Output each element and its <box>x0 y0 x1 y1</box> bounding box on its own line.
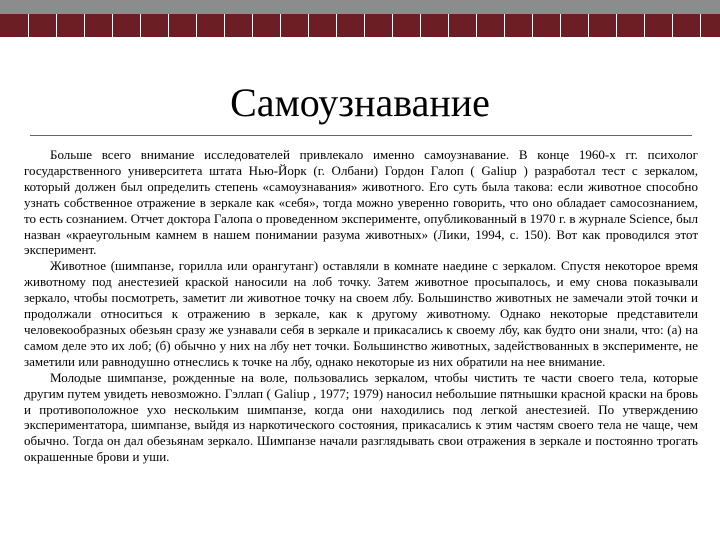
header-tick <box>588 14 589 37</box>
header-tick <box>280 14 281 37</box>
header-tick <box>112 14 113 37</box>
header-tick <box>616 14 617 37</box>
header-tick <box>336 14 337 37</box>
header-tick <box>140 14 141 37</box>
header-tick <box>448 14 449 37</box>
paragraph-1: Больше всего внимание исследователей привлекало именно самоузнавание. В конце 1960-х гг. психолог государственного университета штата Нью-Йорк (г. Олбани) Гордон Галоп ( Galiup ) разработал тест с зеркалом, который должен был определить степень «самоузнавания» животного. Его суть была такова: если животное способно узнать собственное отражение в зеркале как «себя», тогда можно уверенно говорить, что оно обладает самосознанием, то есть сознанием. Отчет доктора Галопа о проведенном эксперименте, опубликованный в 1970 г. в журнале Science, был назван «краеугольным камнем в нашем понимании разума животных» (Лики, 1994, с. 150). Вот как проводился этот эксперимент. <box>24 147 698 258</box>
header-tick <box>644 14 645 37</box>
header-tick <box>196 14 197 37</box>
header-tick <box>308 14 309 37</box>
header-tick <box>168 14 169 37</box>
header-tick <box>252 14 253 37</box>
header-tick <box>560 14 561 37</box>
slide-title: Самоузнавание <box>230 80 490 125</box>
header-tick <box>476 14 477 37</box>
header-tick-marks <box>0 14 720 37</box>
header-tick <box>56 14 57 37</box>
header-tick <box>672 14 673 37</box>
header-tick <box>392 14 393 37</box>
paragraph-3: Молодые шимпанзе, рожденные на воле, пользовались зеркалом, чтобы чистить те части своего тела, которые другим путем увидеть невозможно. Гэллап ( Galiup , 1977; 1979) наносил небольшие пятнышки красной краски на бровь и противоположное ухо нескольким шимпанзе, когда они находились под легкой анестезией. По утверждению экспериментатора, шимпанзе, выйдя из наркотического состояния, прикасались к этим частям своего тела не чаще, чем обычно. Тогда он дал обезьянам зеркало. Шимпанзе начали разглядывать свои отражения в зеркале и постоянно трогать окрашенные брови и уши. <box>24 369 698 465</box>
header-tick <box>224 14 225 37</box>
paragraph-2: Животное (шимпанзе, горилла или орангутанг) оставляли в комнате наедине с зеркалом. Спустя некоторое время животному под анестезией краской наносили на лоб точку. Затем животное просыпалось, и ему снова показывали зеркало, чтобы посмотреть, заметит ли животное точку на своем лбу. Большинство животных не замечали этой точки и продолжали относиться к отражению в зеркале, как к другому животному. Однако некоторые представители человекообразных обезьян сразу же узнавали себя в зеркале и прикасались к своему лбу, как будто они знали, что: (а) на самом деле это их лоб; (б) обычно у них на лбу нет точки. Большинство животных, задействованных в эксперименте, не заметили или равнодушно отнеслись к точке на лбу, однако некоторые из них обратили на нее внимание. <box>24 258 698 369</box>
header-tick <box>504 14 505 37</box>
header-tick <box>420 14 421 37</box>
header-gray-bar <box>0 0 720 14</box>
header-tick <box>84 14 85 37</box>
slide-body <box>24 147 698 465</box>
header-tick <box>28 14 29 37</box>
title-divider <box>30 135 692 136</box>
header-tick <box>532 14 533 37</box>
header-tick <box>700 14 701 37</box>
header-tick <box>364 14 365 37</box>
